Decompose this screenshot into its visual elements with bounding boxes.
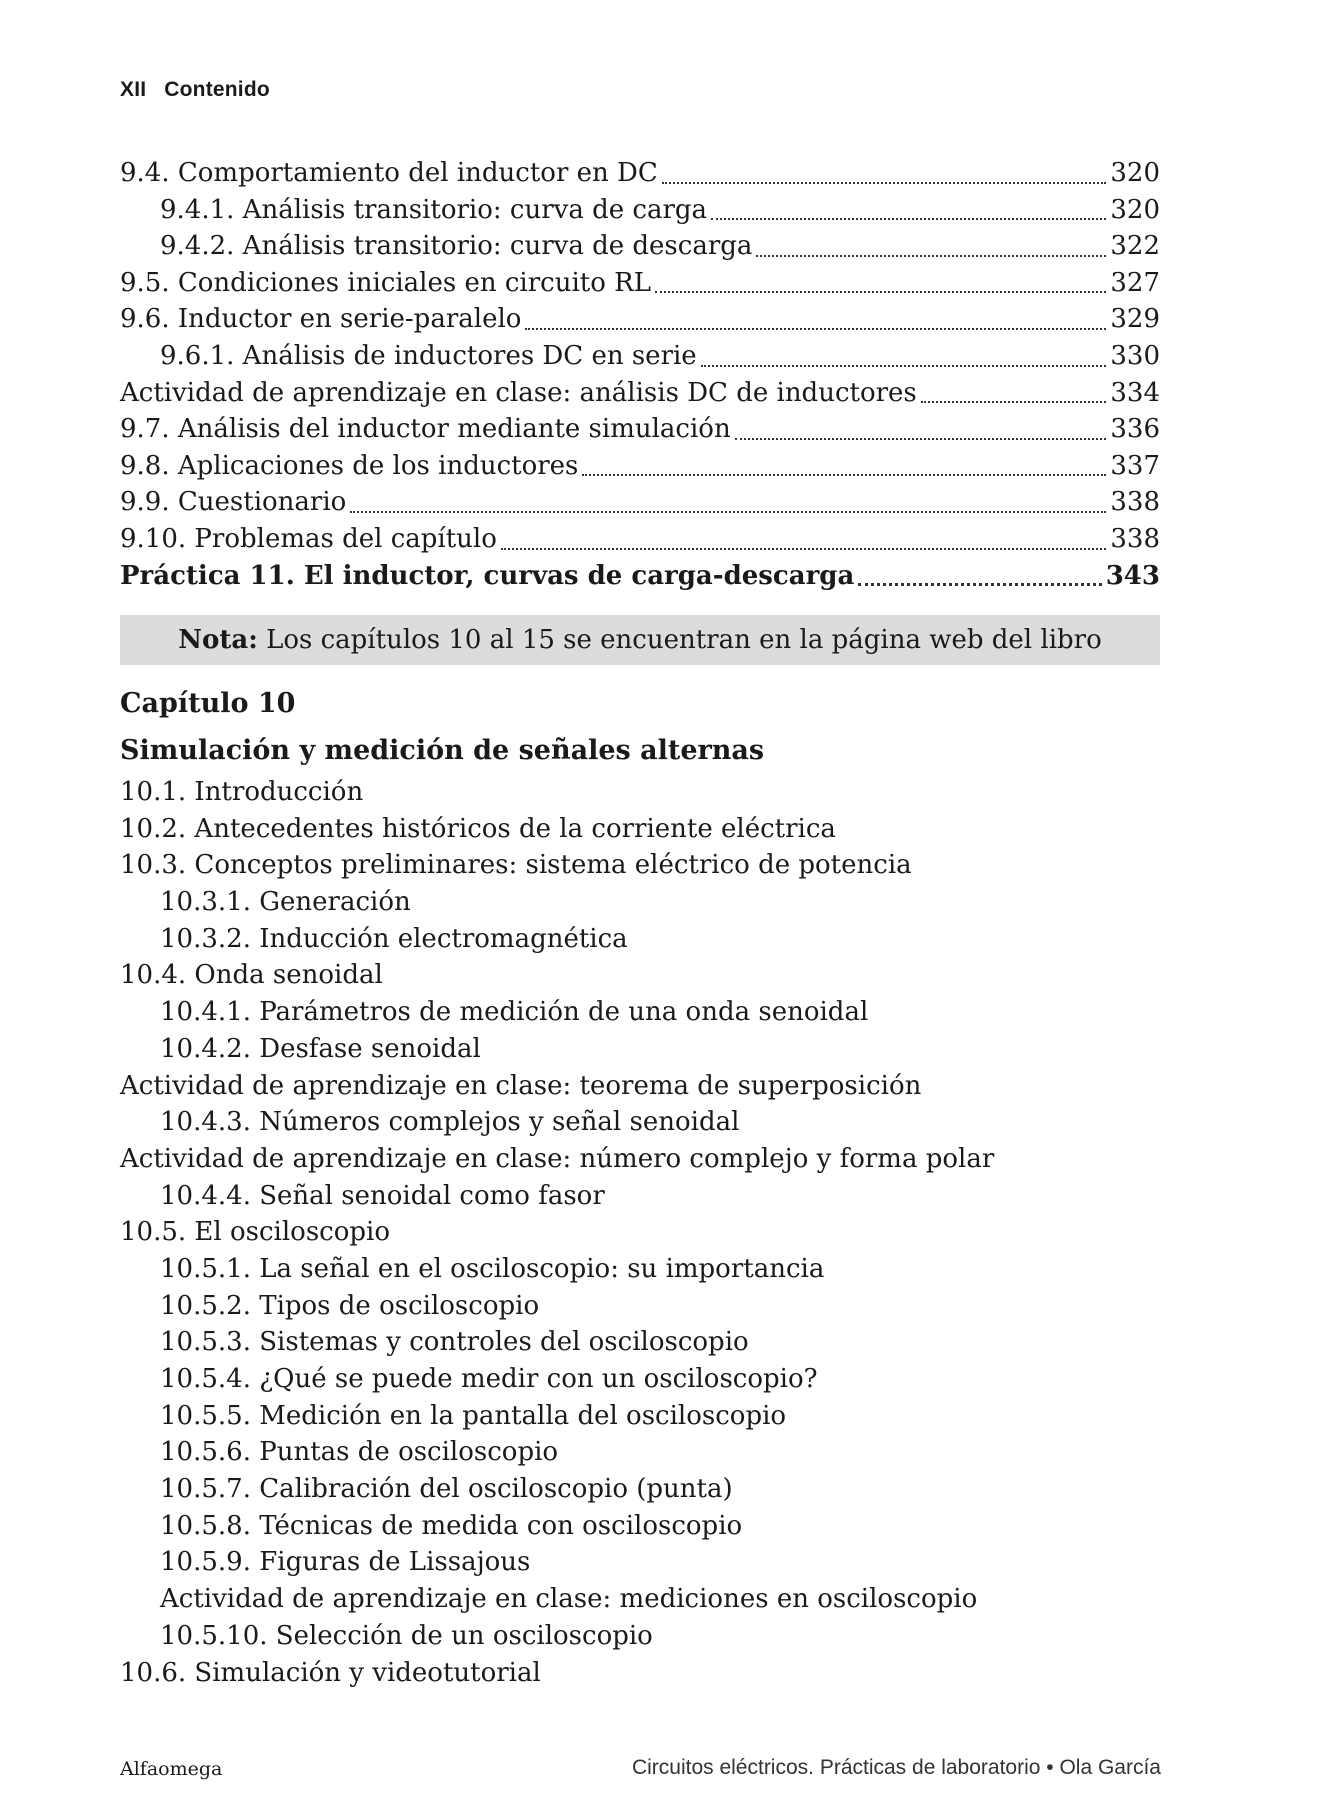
toc-entry-page: 329 (1110, 304, 1160, 335)
toc-entry (120, 228, 1160, 265)
note-box (120, 615, 1160, 665)
chapter-item: Actividad de aprendizaje en clase: mediciones en osciloscopio (160, 1584, 978, 1615)
dot-leader (756, 254, 1106, 257)
chapter-item: 10.5.8. Técnicas de medida con osciloscopio (160, 1510, 743, 1541)
dot-leader (582, 473, 1106, 476)
note-text: Los capítulos 10 al 15 se encuentran en la página web del libro (257, 625, 1102, 655)
toc-entry (120, 448, 1160, 485)
chapter-item: 10.5.1. La señal en el osciloscopio: su importancia (160, 1253, 825, 1284)
toc-entry (120, 411, 1160, 448)
footer-publisher: Alfaomega (120, 1758, 223, 1780)
dot-leader (350, 510, 1106, 513)
chapter-item: 10.5.7. Calibración del osciloscopio (punta) (160, 1474, 733, 1505)
toc-entry-page: 343 (1105, 560, 1160, 591)
chapter-item: 10.5. El osciloscopio (120, 1217, 390, 1248)
chapter-item: 10.4.4. Señal senoidal como fasor (160, 1180, 605, 1211)
chapter-item: 10.4.1. Parámetros de medición de una onda senoidal (160, 997, 869, 1028)
chapter-item: Actividad de aprendizaje en clase: teorema de superposición (120, 1070, 922, 1101)
toc-entry (120, 155, 1160, 192)
dot-leader (662, 181, 1107, 184)
toc-entry-title: 9.6. Inductor en serie-paralelo (120, 304, 522, 335)
toc-entry-title: 9.7. Análisis del inductor mediante simulación (120, 414, 731, 445)
table-of-contents (120, 155, 1160, 594)
toc-entry-page: 330 (1110, 340, 1160, 371)
toc-entry-title: 9.10. Problemas del capítulo (120, 523, 497, 554)
chapter-item: 10.5.2. Tipos de osciloscopio (160, 1290, 540, 1321)
running-header (120, 78, 270, 102)
toc-entry-page: 322 (1110, 231, 1160, 262)
dot-leader (858, 582, 1101, 586)
dot-leader (501, 547, 1106, 550)
dot-leader (921, 400, 1107, 403)
footer-book-title: Circuitos eléctricos. Prácticas de laboratorio • Ola García (631, 1756, 1161, 1779)
toc-entry-page: 338 (1110, 487, 1160, 518)
toc-entry-title: 9.4.2. Análisis transitorio: curva de descarga (160, 231, 753, 262)
chapter-item: Actividad de aprendizaje en clase: número complejo y forma polar (120, 1143, 995, 1174)
header-title: Contenido (164, 78, 270, 101)
chapter-item: 10.4.3. Números complejos y señal senoidal (160, 1107, 740, 1138)
chapter-title: Simulación y medición de señales alternas (120, 735, 765, 766)
chapter-item: 10.6. Simulación y videotutorial (120, 1657, 541, 1688)
chapter-item: 10.5.9. Figuras de Lissajous (160, 1547, 531, 1578)
chapter-item-list (120, 774, 1180, 1691)
chapter-item: 10.1. Introducción (120, 777, 364, 807)
toc-entry-title: 9.4. Comportamiento del inductor en DC (120, 158, 658, 188)
toc-entry-title: 9.9. Cuestionario (120, 487, 347, 518)
note-label: Nota: (178, 625, 258, 655)
toc-entry (120, 521, 1160, 558)
chapter-item: 10.5.6. Puntas de osciloscopio (160, 1437, 559, 1468)
toc-entry-title: 9.5. Condiciones iniciales en circuito RL (120, 267, 651, 298)
toc-entry (120, 192, 1160, 229)
header-page-number: XII (120, 78, 147, 101)
toc-entry (120, 558, 1160, 595)
chapter-item: 10.4. Onda senoidal (120, 960, 383, 991)
chapter-label: Capítulo 10 (120, 688, 296, 719)
toc-entry-page: 320 (1110, 194, 1160, 225)
dot-leader (711, 217, 1106, 220)
dot-leader (701, 364, 1107, 367)
toc-entry-page: 337 (1110, 450, 1160, 481)
chapter-item: 10.3.2. Inducción electromagnética (160, 923, 628, 954)
dot-leader (525, 327, 1106, 330)
dot-leader (655, 290, 1106, 293)
toc-entry (120, 375, 1160, 412)
chapter-item: 10.2. Antecedentes históricos de la corriente eléctrica (120, 813, 836, 844)
toc-entry (120, 484, 1160, 521)
chapter-item: 10.5.4. ¿Qué se puede medir con un osciloscopio? (160, 1364, 818, 1394)
chapter-item: 10.5.3. Sistemas y controles del osciloscopio (160, 1327, 749, 1358)
toc-entry (120, 301, 1160, 338)
chapter-item: 10.3. Conceptos preliminares: sistema eléctrico de potencia (120, 850, 912, 881)
toc-entry-page: 320 (1110, 158, 1160, 188)
toc-entry-title: 9.6.1. Análisis de inductores DC en serie (160, 340, 697, 371)
toc-entry (120, 265, 1160, 302)
dot-leader (735, 437, 1107, 440)
chapter-contents (120, 684, 1180, 1691)
toc-entry-page: 336 (1110, 414, 1160, 445)
toc-entry-title: Actividad de aprendizaje en clase: análisis DC de inductores (120, 377, 917, 408)
chapter-item: 10.3.1. Generación (160, 887, 411, 918)
toc-entry-title: 9.4.1. Análisis transitorio: curva de carga (160, 194, 708, 225)
toc-entry-page: 334 (1110, 377, 1160, 408)
toc-entry-page: 338 (1110, 523, 1160, 554)
chapter-item: 10.5.5. Medición en la pantalla del osciloscopio (160, 1400, 787, 1431)
toc-entry-title: 9.8. Aplicaciones de los inductores (120, 450, 579, 481)
toc-entry-page: 327 (1110, 267, 1160, 298)
toc-entry-title: Práctica 11. El inductor, curvas de carga-descarga (120, 560, 855, 591)
chapter-item: 10.5.10. Selección de un osciloscopio (160, 1620, 653, 1651)
chapter-item: 10.4.2. Desfase senoidal (160, 1033, 481, 1064)
toc-entry (120, 338, 1160, 375)
